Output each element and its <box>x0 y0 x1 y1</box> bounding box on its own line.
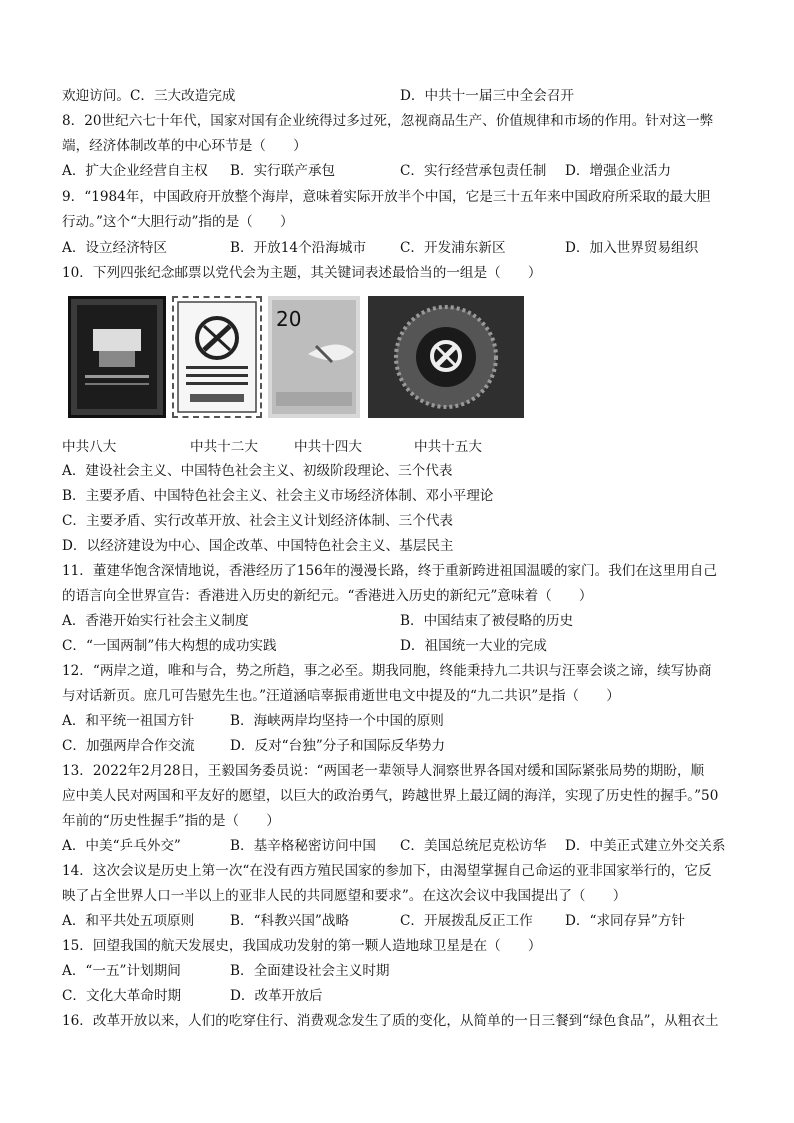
option-c: C．加强两岸合作交流 <box>62 738 195 754</box>
option-d: D．改革开放后 <box>230 988 323 1004</box>
option-a: A．设立经济特区 <box>62 240 167 256</box>
option-a: A．和平统一祖国方针 <box>62 713 195 729</box>
text-line: 欢迎访问。C．三大改造完成 <box>62 88 236 104</box>
option-a: A．和平共处五项原则 <box>62 913 195 929</box>
option-d: D．祖国统一大业的完成 <box>400 638 547 654</box>
question-11: 11．董建华饱含深情地说，香港经历了156年的漫漫长路，终于重新跨进祖国温暖的家门。我们在这里用自己 <box>62 563 717 579</box>
stamp-value-text: 20 <box>276 307 302 331</box>
question-10: 10．下列四张纪念邮票以党代会为主题，其关键词表述最恰当的一组是（ ） <box>62 265 542 281</box>
option-b: B．基辛格秘密访问中国 <box>230 838 376 854</box>
question-16: 16．改革开放以来，人们的吃穿住行、消费观念发生了质的变化，从简单的一日三餐到“绿色食品”，从粗衣土 <box>62 1013 719 1029</box>
stamp-14th-congress-image <box>268 296 360 418</box>
option-a: A．扩大企业经营自主权 <box>62 163 208 179</box>
option-b: B．中国结束了被侵略的历史 <box>400 613 574 629</box>
question-13-cont: 应中美人民对两国和平友好的愿望，以巨大的政治勇气，跨越世界上最辽阔的海洋，实现了历史性的握手。”50 <box>62 788 719 804</box>
question-15: 15．回望我国的航天发展史，我国成功发射的第一颗人造地球卫星是在（ ） <box>62 938 542 954</box>
question-13-cont: 年前的“历史性握手”指的是（ ） <box>62 813 280 829</box>
stamp-label: 中共八大 <box>62 439 117 455</box>
option-b: B．实行联产承包 <box>230 163 336 179</box>
option-c: C．主要矛盾、实行改革开放、社会主义计划经济体制、三个代表 <box>62 513 454 529</box>
option-d: D．加入世界贸易组织 <box>565 240 699 256</box>
option-d: D．“求同存异”方针 <box>565 913 685 929</box>
option-c: C．“一国两制”伟大构想的成功实践 <box>62 638 277 654</box>
option-d: D．中美正式建立外交关系 <box>565 838 726 854</box>
option-b: B．主要矛盾、中国特色社会主义、社会主义市场经济体制、邓小平理论 <box>62 488 494 504</box>
option-c: C．开展拨乱反正工作 <box>400 913 533 929</box>
stamp-8th-congress-image <box>68 296 166 418</box>
option-c: C．开发浦东新区 <box>400 240 506 256</box>
option-b: B．“科教兴国”战略 <box>230 913 350 929</box>
stamp-label: 中共十二大 <box>190 439 258 455</box>
option-a: A．中美“乒乓外交” <box>62 838 181 854</box>
option-c: C．美国总统尼克松访华 <box>400 838 547 854</box>
option-d: D．反对“台独”分子和国际反华势力 <box>230 738 446 754</box>
stamp-15th-congress-image <box>368 296 524 418</box>
option-c: C．实行经营承包责任制 <box>400 163 547 179</box>
option-b: B．全面建设社会主义时期 <box>230 963 390 979</box>
stamp-12th-congress-image <box>172 296 262 418</box>
option-a: A．建设社会主义、中国特色社会主义、初级阶段理论、三个代表 <box>62 463 453 479</box>
stamp-label: 中共十四大 <box>294 439 362 455</box>
question-8: 8．20世纪六七十年代，国家对国有企业统得过多过死，忽视商品生产、价值规律和市场的作用。针对这一弊 <box>62 113 714 129</box>
question-12-cont: 与对话新页。庶几可告慰先生也。”汪道涵唁辜振甫逝世电文中提及的“九二共识”是指（ ） <box>62 688 620 704</box>
question-13: 13．2022年2月28日，王毅国务委员说：“两国老一辈领导人洞察世界各国对缓和国际紧张局势的期盼，顺 <box>62 763 705 779</box>
question-9: 9．“1984年，中国政府开放整个海岸，意味着实际开放半个中国，它是三十五年来中国政府所采取的最大胆 <box>62 189 711 205</box>
question-14: 14．这次会议是历史上第一次“在没有西方殖民国家的参加下，由渴望掌握自己命运的亚非国家举行的，它反 <box>62 863 712 879</box>
question-14-cont: 映了占全世界人口一半以上的亚非人民的共同愿望和要求”。在这次会议中我国提出了（ ） <box>62 888 627 904</box>
question-8-cont: 端，经济体制改革的中心环节是（ ） <box>62 138 307 154</box>
question-12: 12．“两岸之道，唯和与合，势之所趋，事之必至。期我同胞，终能秉持九二共识与汪辜会谈之谛，续写协商 <box>62 663 712 679</box>
question-11-cont: 的语言向全世界宣告：香港进入历史的新纪元。“香港进入历史的新纪元”意味着（ ） <box>62 588 593 604</box>
text-line: D．中共十一届三中全会召开 <box>400 88 575 104</box>
option-a: A．“一五”计划期间 <box>62 963 181 979</box>
question-9-cont: 行动。”这个“大胆行动”指的是（ ） <box>62 214 294 230</box>
option-d: D．以经济建设为中心、国企改革、中国特色社会主义、基层民主 <box>62 538 454 554</box>
option-a: A．香港开始实行社会主义制度 <box>62 613 249 629</box>
stamp-gallery <box>68 296 528 420</box>
option-c: C．文化大革命时期 <box>62 988 182 1004</box>
option-b: B．开放14个沿海城市 <box>230 240 367 256</box>
option-d: D．增强企业活力 <box>565 163 672 179</box>
stamp-label: 中共十五大 <box>414 439 482 455</box>
option-b: B．海峡两岸均坚持一个中国的原则 <box>230 713 444 729</box>
